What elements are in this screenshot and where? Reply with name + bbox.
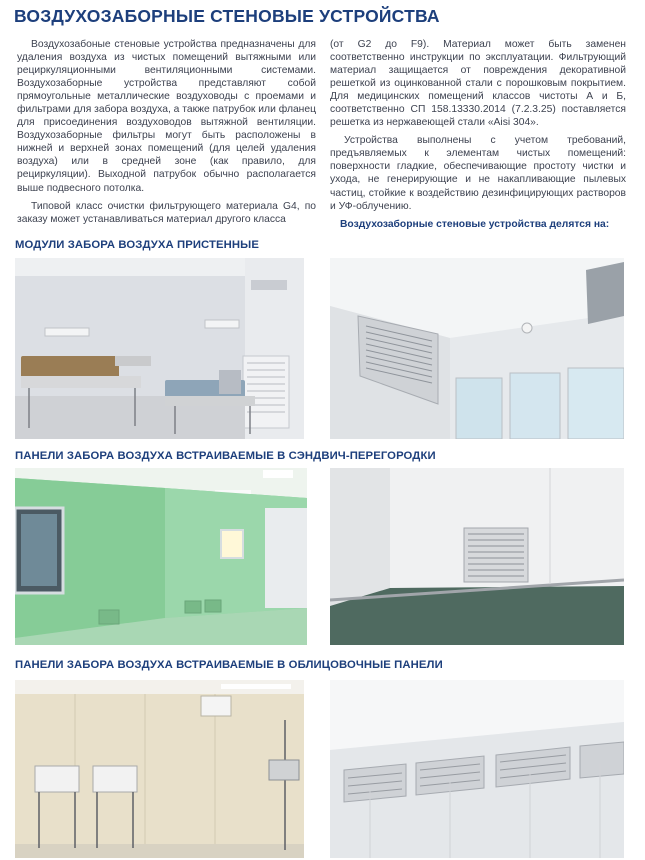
photo-hospital-ward (15, 258, 304, 439)
requirements-paragraph: Устройства выполнены с учетом требований, предъявляемых к элементам чистых помещений: поверхности гладкие, обеспечивающие простоту чистки и ухода, не генерирующие и не накапливающие пылевых частиц, стойкие к воздействию дезинфицирующих растворов и УФ-облучению. (330, 135, 626, 212)
photo-lab-room (15, 680, 304, 858)
photo-green-room (15, 468, 307, 645)
page-title: ВОЗДУХОЗАБОРНЫЕ СТЕНОВЫЕ УСТРОЙСТВА (14, 6, 440, 26)
intro-paragraph: Воздухозабоные стеновые устройства предназначены для удаления воздуха из чистых помещений вытяжными или рециркуляционными вентиляционными системами. Воздухозаборные устройства представляют собой прямоугольные металлические воздуховоды с проемами и фильтрами для забора воздуха, а также патрубок или фланец для присоединения воздуховодов вытяжной вентиляции. Воздухозаборные фильтры могут быть расположены в нижней и верхней зонах помещений (для целей удаления воздуха) или в средней зоне (как правило, для рециркуляции). Выходной патрубок обычно располагается выше подвесного потолка. (17, 39, 316, 194)
right-text-column (330, 38, 626, 236)
section-title-wall-modules: МОДУЛИ ЗАБОРА ВОЗДУХА ПРИСТЕННЫЕ (15, 239, 259, 251)
photo-cladding-panel-grilles (330, 680, 624, 858)
photo-wall-module-corner (330, 258, 624, 439)
left-text-column (17, 38, 316, 231)
filter-material-paragraph: (от G2 до F9). Материал может быть заменен соответственно инструкции по эксплуатации. Фильтрующий материал защищается от повреждения декоративной решеткой из оцинкованной стали с порошковым покрытием. Для медицинских помещений классов чистоты А и Б, соответственно СП 158.13330.2014 (7.2.3.25) поставляется решетка из нержавеющей стали «Aisi 304». (330, 39, 626, 129)
types-lead-text: Воздухозаборные стеновые устройства делятся на: (340, 218, 610, 230)
section-title-sandwich-panels: ПАНЕЛИ ЗАБОРА ВОЗДУХА ВСТРАИВАЕМЫЕ В СЭНДВИЧ-ПЕРЕГОРОДКИ (15, 450, 436, 462)
photo-sandwich-panel-grille (330, 468, 624, 645)
filter-class-paragraph: Типовой класс очистки фильтрующего материала G4, по заказу может устанавливаться материал другого класса (17, 200, 316, 225)
section-title-cladding-panels: ПАНЕЛИ ЗАБОРА ВОЗДУХА ВСТРАИВАЕМЫЕ В ОБЛИЦОВОЧНЫЕ ПАНЕЛИ (15, 659, 443, 671)
